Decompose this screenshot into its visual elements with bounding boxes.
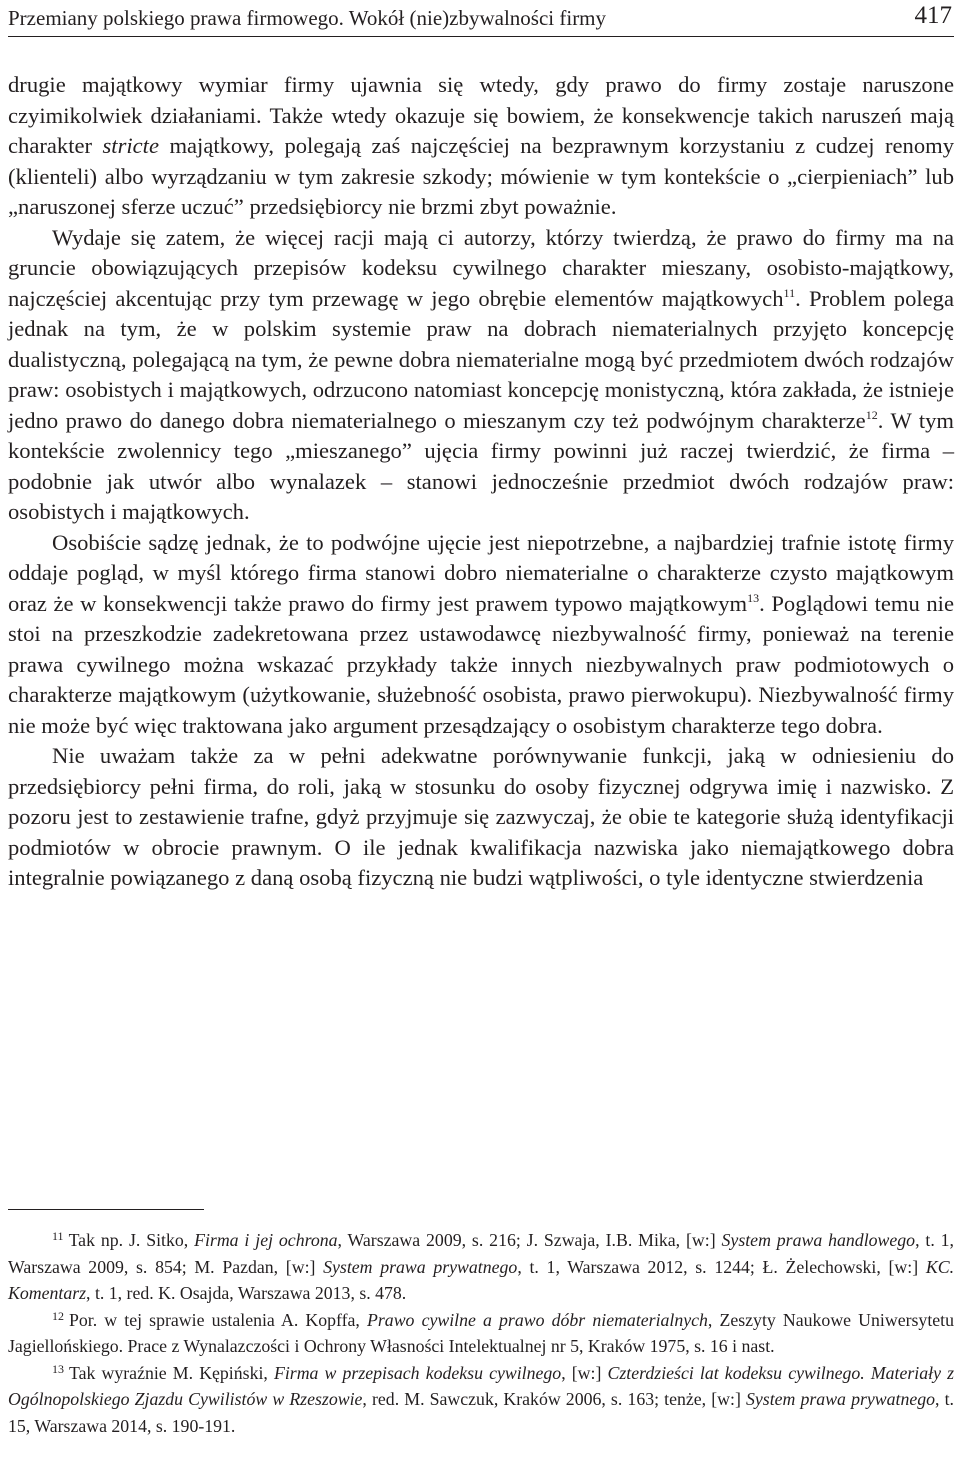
paragraph-3: Osobiście sądzę jednak, że to podwójne ujęcie jest niepotrzebne, a najbardziej trafnie istotę firmy oddaje pogląd, w myśl którego firma stanowi dobro niematerialne o charakterze czysto majątkowym oraz że w konsekwencji także prawo do firmy jest prawem typowo majątkowym$^{13}$. Poglądowi temu nie stoi na przeszkodzie zadekretowana przez ustawodawcę niezbywalność firmy, ponieważ na terenie prawa cywilnego można wskazać przykłady także innych niezbywalnych praw podmiotowych o charakterze majątkowym (użytkowanie, służebność osobista, prawo pierwokupu). Niezbywalność firmy nie może być więc traktowana jako argument przesądzający o osobistym charakterze tego dobra. xyxy=(8,529,954,738)
running-header xyxy=(8,0,954,37)
footnote-number: 12 xyxy=(52,1308,64,1323)
paragraph-4: Nie uważam także za w pełni adekwatne porównywanie funkcji, jaką w odniesieniu do przedsiębiorcy pełni firma, do roli, jaką w stosunku do osoby fizycznej odgrywa imię i nazwisko. Z pozoru jest to zestawienie trafne, gdyż przyjmuje się zazwyczaj, że obie te kategorie służą identyfikacji podmiotów w obrocie prawnym. O ile jednak kwalifikacja nazwiska jako niemajątkowego dobra integralnie powiązanego z daną osobą fizyczną nie budzi wątpliwości, o tyle identyczne stwierdzenia xyxy=(8,743,954,890)
footnote-ref-11[interactable]: 11 xyxy=(783,285,796,300)
footnote-number: 13 xyxy=(52,1361,64,1376)
footnote-ref-12[interactable]: 12 xyxy=(865,407,878,422)
paragraph-1: drugie majątkowy wymiar firmy ujawnia się wtedy, gdy prawo do firmy zostaje naruszone czyimikolwiek działaniami. Także wtedy okazuje się bowiem, że konsekwencje takich naruszeń mają charakter stricte majątkowy, polegają zaś najczęściej na bezprawnym korzystaniu z cudzej renomy (klienteli) albo wyrządzaniu w tym zakresie szkody; mówienie w tym kontekście o „cierpieniach” lub „naruszonej sferze uczuć” przedsiębiorcy nie brzmi zbyt poważnie. xyxy=(8,72,955,219)
running-title: Przemiany polskiego prawa firmowego. Wokół (nie)zbywalności firmy xyxy=(8,6,607,30)
footnote-divider xyxy=(8,1209,204,1210)
footnotes xyxy=(8,1227,954,1439)
footnote-12: $^{12}$ Por. w tej sprawie ustalenia A. Kopffa, Prawo cywilne a prawo dóbr niematerialnych, Zeszyty Naukowe Uniwersytetu Jagiellońskiego. Prace z Wynalazczości i Ochrony Własności Intelektualnej nr 5, Kraków 1975, s. 16 i nast. xyxy=(8,1308,954,1356)
italic-term: stricte xyxy=(102,133,159,158)
footnote-number: 11 xyxy=(52,1229,64,1243)
main-text xyxy=(8,70,954,894)
page-number: 417 xyxy=(914,2,952,29)
paragraph-2: Wydaje się zatem, że więcej racji mają ci autorzy, którzy twierdzą, że prawo do firmy ma na gruncie obowiązujących przepisów kodeksu cywilnego charakter mieszany, osobisto-majątkowy, najczęściej akcentując przy tym przewagę w jego obrębie elementów majątkowych$^{11}$. Problem polega jednak na tym, że w polskim systemie praw na dobrach niematerialnych przyjęto koncepcję dualistyczną, polegającą na tym, że pewne dobra niematerialne mogą być przedmiotem dwóch rodzajów praw: osobistych i majątkowych, odrzucono natomiast koncepcję monistyczną, która zakłada, że istnieje jedno prawo do danego dobra niematerialnego o mieszanym czy też podwójnym charakterze$^{12}$. W tym kontekście zwolennicy tego „mieszanego” ujęcia firmy powinni już raczej twierdzić, że firma – podobnie jak utwór albo wynalazek – stanowi jednocześnie przedmiot dwóch rodzajów praw: osobistych i majątkowych. xyxy=(8,224,954,524)
footnote-13: $^{13}$ Tak wyraźnie M. Kępiński, Firma w przepisach kodeksu cywilnego, [w:] Czterdzieści lat kodeksu cywilnego. Materiały z Ogólnopolskiego Zjazdu Cywilistów w Rzeszowie, red. M. Sawczuk, Kraków 2006, s. 163; tenże, [w:] System prawa prywatnego, t. 15, Warszawa 2014, s. 190-191. xyxy=(8,1361,955,1436)
footnote-ref-13[interactable]: 13 xyxy=(747,590,760,605)
footnote-11: $^{11}$ Tak np. J. Sitko, Firma i jej ochrona, Warszawa 2009, s. 216; J. Szwaja, I.B. Mika, [w:] System prawa handlowego, t. 1, Warszawa 2009, s. 854; M. Pazdan, [w:] System prawa prywatnego, t. 1, Warszawa 2012, s. 1244; Ł. Żelechowski, [w:] KC. Komentarz, t. 1, red. K. Osajda, Warszawa 2013, s. 478. xyxy=(8,1229,955,1303)
